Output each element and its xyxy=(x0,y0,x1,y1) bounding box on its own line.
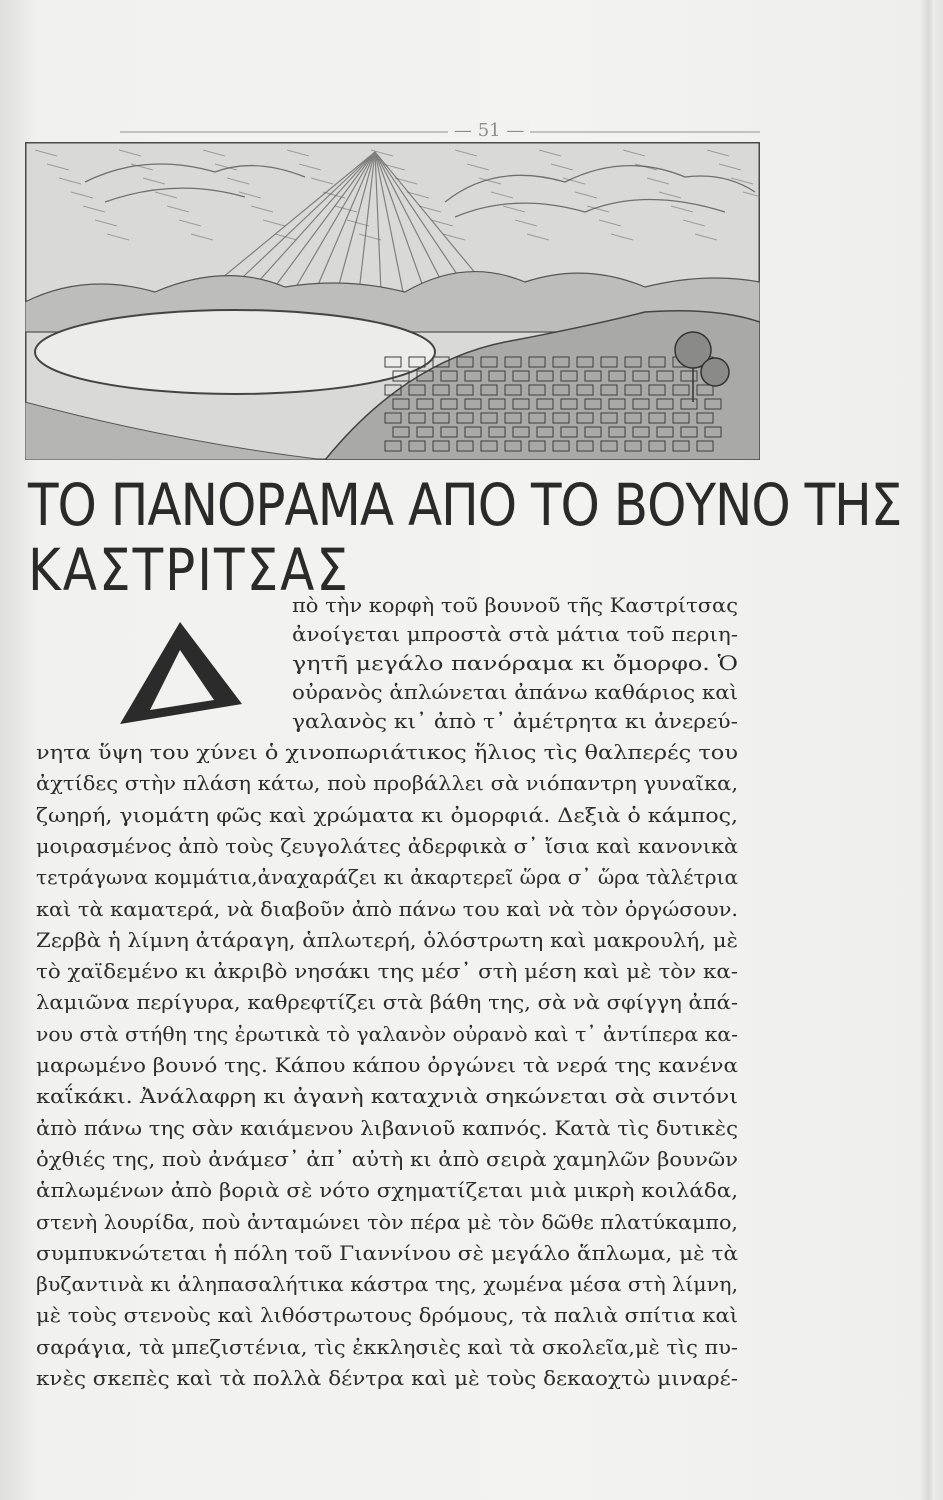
body-line: γητῆ μεγάλο πανόραμα κι ὄμορφο. Ὁ xyxy=(292,652,738,675)
body-line: ἁπλωμένων ἀπὸ βοριὰ σὲ νότο σχηματίζεται μιὰ μικρὴ κοιλάδα, xyxy=(36,1179,738,1203)
body-line: τετράγωνα κομμάτια,ἀναχαράζει κι ἀκαρτερεῖ ὥρα σ᾽ ὥρα τὰλέτρια xyxy=(36,866,738,890)
body-line: πὸ τὴν κορφὴ τοῦ βουνοῦ τῆς Καστρίτσας xyxy=(292,594,738,617)
body-line: σαράγια, τὰ μπεζιστένια, τὶς ἐκκλησιὲς καὶ τὰ σκολεῖα,μὲ τὶς πυ- xyxy=(36,1335,738,1359)
body-line: λαμιῶνα περίγυρα, καθρεφτίζει στὰ βάθη της, σὰ νὰ σφίγγη ἀπά- xyxy=(36,991,738,1015)
body-line: ἀνοίγεται μπροστὰ στὰ μάτια τοῦ περιη- xyxy=(292,623,738,646)
body-line: μοιρασμένος ἀπὸ τοὺς ζευγολάτες ἀδερφικὰ σ᾽ ἴσια καὶ κανονικὰ xyxy=(36,834,739,858)
body-line: γαλανὸς κι᾽ ἀπὸ τ᾽ ἀμέτρητα κι ἀνερεύ- xyxy=(292,710,738,733)
body-line: μὲ τοὺς στενοὺς καὶ λιθόστρωτους δρόμους, τὰ παλιὰ σπίτια καὶ xyxy=(36,1304,738,1328)
landscape-woodcut-illustration xyxy=(25,142,760,460)
body-line: ἀπὸ πάνω της σὰν καιάμενου λιβανιοῦ καπνός. Κατὰ τὶς δυτικὲς xyxy=(36,1116,738,1140)
body-line: τὸ χαϊδεμένο κι ἀκριβὸ νησάκι της μέσ᾽ στὴ μέση καὶ μὲ τὸν κα- xyxy=(36,960,738,984)
body-line: οὐρανὸς ἁπλώνεται ἀπάνω καθάριος καὶ xyxy=(292,681,738,704)
body-line: βυζαντινὰ κι ἀληπασαλήτικα κάστρα της, χωμένα μέσα στὴ λίμνη, xyxy=(36,1273,739,1297)
page-number: — 51 — xyxy=(448,120,530,141)
body-line: μαρωμένο βουνό της. Κάπου κάπου ὀργώνει τὰ νερά της κανένα xyxy=(36,1054,738,1077)
body-line: καὶ τὰ καματερά, νὰ διαβοῦν ἀπὸ πάνω του καὶ νὰ τὸν ὀργώσουν. xyxy=(36,897,738,921)
body-line: ζωηρή, γιομάτη φῶς καὶ χρώματα κι ὀμορφιά. Δεξιὰ ὁ κάμπος, xyxy=(36,803,738,827)
body-line: συμπυκνώτεται ἡ πόλη τοῦ Γιαννίνου σὲ μεγάλο ἅπλωμα, μὲ τὰ xyxy=(36,1241,738,1265)
dropcap-alpha xyxy=(110,620,245,725)
body-line: στενὴ λουρίδα, ποὺ ἀνταμώνει τὸν πέρα μὲ τὸν δῶθε πλατύκαμπο, xyxy=(36,1210,738,1234)
page-title-line-1: ΤΟ ΠΑΝΟΡΑΜΑ ΑΠΟ ΤΟ ΒΟΥΝΟ ΤΗΣ xyxy=(28,472,902,539)
header-rule xyxy=(120,131,760,133)
body-line: Ζερβὰ ἡ λίμνη ἀτάραγη, ἁπλωτερή, ὁλόστρωτη καὶ μακρουλή, μὲ xyxy=(36,928,738,952)
page-title-line-2: ΚΑΣΤΡΙΤΣΑΣ xyxy=(28,537,350,604)
body-line: ὀχθιές της, ποὺ ἀνάμεσ᾽ ἀπ᾽ αὐτὴ κι ἀπὸ σειρὰ χαμηλῶν βουνῶν xyxy=(36,1147,738,1171)
body-line: καΐκάκι. Ἀνάλαφρη κι ἀγανὴ καταχνιὰ σηκώνεται σὰ σιντόνι xyxy=(36,1085,738,1109)
body-line: ἀχτίδες στὴν πλάση κάτω, ποὺ προβάλλει σὰ νιόπαντρη γυναῖκα, xyxy=(36,772,738,796)
body-line: κνὲς σκεπὲς καὶ τὰ πολλὰ δέντρα καὶ μὲ τοὺς δεκαοχτὼ μιναρέ- xyxy=(36,1367,738,1390)
body-line: νου στὰ στήθη της ἐρωτικὰ τὸ γαλανὸν οὐρανὸ καὶ τ᾽ ἀντίπερα κα- xyxy=(36,1022,738,1046)
body-line: νητα ὕψη του χύνει ὁ χινοπωριάτικος ἥλιος τὶς θαλπερές του xyxy=(36,741,738,764)
page-edge xyxy=(919,0,943,1500)
